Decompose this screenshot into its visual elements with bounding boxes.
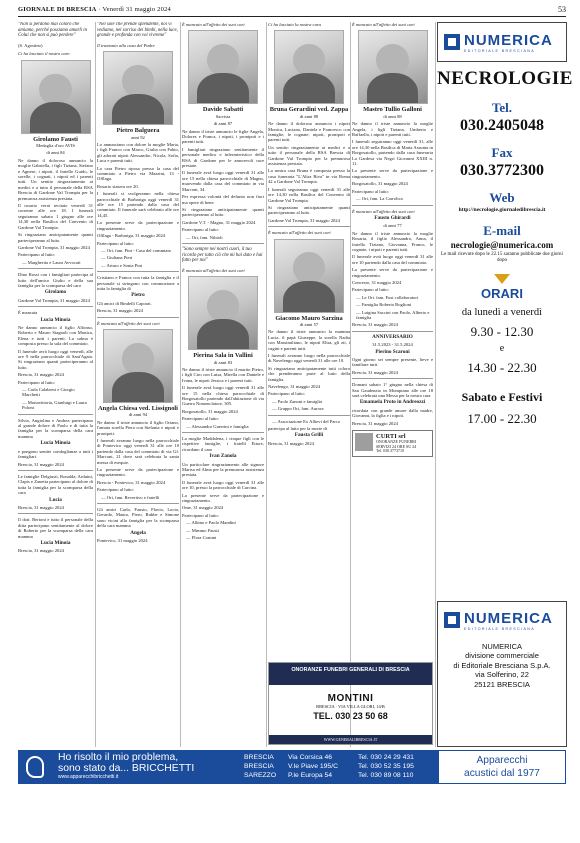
store-city: SAREZZO <box>244 772 277 780</box>
deceased-name: Pietro Balguera <box>116 127 160 135</box>
deceased-age: di anni 88 <box>383 113 402 119</box>
portrait-photo <box>274 239 344 313</box>
obituary-text: La presente serve da partecipazione e ringraziamento. <box>97 220 179 231</box>
obituary-text: Domani sabato 1° giugno nella chiesa di San Gaudenzio in Mompiano alle ore 18 sarà celebrata una Messa per la nostra cara <box>352 382 433 399</box>
divider <box>18 306 93 307</box>
obituary-text: Ne danno il doloroso annuncio i nipoti Monica, Luciano, Daniela e Francesco con famiglie, le cognate, nipoti, pronipoti e parenti tutti. <box>268 121 350 143</box>
column-divider <box>266 22 267 747</box>
slogan-line: Ho risolto il mio problema, <box>58 752 179 763</box>
deceased-age: di anni 84 <box>46 150 65 156</box>
divider <box>97 317 179 318</box>
obituary-place: Ome, 31 maggio 2024 <box>182 505 224 511</box>
participant: — Luigina Saccini con Paolo, Alberto e famiglia <box>356 309 430 320</box>
montini-address: BRESCIA · VIA VILLA GLORI, 14/B <box>316 704 385 709</box>
montini-phone: TEL. 030 23 50 68 <box>313 711 388 721</box>
hours-conjunction: e <box>499 343 505 354</box>
participation-label: Partecipano al lutto: <box>352 287 389 293</box>
claim-line: Apparecchi <box>476 755 528 766</box>
obituary-place: Borgosatollo, 31 maggio 2024 <box>352 181 408 187</box>
participation-label: Partecipano al lutto: <box>352 188 389 194</box>
deceased-name: Lucia Minoia <box>40 440 71 447</box>
participant: — Ori, fam. La Carrolica <box>356 196 403 202</box>
deceased-age: di anni 94 <box>128 412 148 418</box>
obituary-text: Ne danno annuncio il figlio Alfonso, Roberto e Mauro Stagnoli con Monica, Elena e tutti i parenti. La salma è composta presso la sala del commiato. <box>18 324 93 347</box>
obituary-text: Si ringraziano anticipatamente tutti coloro che prenderanno parte al lutto della famiglia. <box>268 365 350 382</box>
numerica-tagline: EDITORIALE BRESCIANA <box>464 626 536 631</box>
deceased-name: Angela <box>130 529 146 536</box>
obituary-text: Si ringraziano anticipatamente quanti parteciperanno al lutto. <box>268 204 350 216</box>
obituary-text: I funerali seguiranno oggi venerdì 31, alle ore 14,30 nella Basilica di Maria Assunta in Borgosatollo, partendo dalla casa funeraria La Gardesa via Negri Giovanni XXIII n. 11. <box>352 139 433 167</box>
banner-website: www.apparecchibricchetti.it <box>58 774 119 780</box>
store-phones <box>358 753 414 781</box>
address-line: di Editoriale Bresciana S.p.A. <box>453 660 551 670</box>
participant: — Mimmo Fausti <box>186 527 219 533</box>
weekend-label: Sabato e Festivi <box>461 390 543 404</box>
column-divider <box>180 22 181 747</box>
deceased-name: Lucia Minoia <box>40 316 71 323</box>
deceased-name: Lucia Minoia <box>40 539 71 546</box>
obituary-text: Ne danno il triste annuncio la moglie Angela, i figli Tiziana, Umberto e Raffaella, i nipoti e parenti tutti. <box>352 121 433 138</box>
participation-label: Partecipano al lutto: <box>18 379 55 385</box>
obituary-text: Un particolare ringraziamento alle signore Marisa ed Alma per la premurosa assistenza prestata. <box>182 461 264 478</box>
address-line: NUMERICA <box>481 642 522 651</box>
obituary-text: La presente serve da partecipazione e ringraziamento. <box>352 168 433 179</box>
participation-label: Partecipano al lutto: <box>268 391 305 397</box>
issue-date: Venerdì 31 maggio 2024 <box>102 6 171 13</box>
obituary-text: Ne danno il triste annuncio le figlie Angela, Dolores e Franca, i nipoti, i pronipoti e i parenti tutti. <box>182 128 264 145</box>
participant: — Ori, fam. Nibioli <box>186 234 223 240</box>
obituary-intro: È mancato all'affetto dei suoi cari <box>182 22 245 27</box>
obituary-text: Ogni giorno sei sempre presente, lieve e familiare tutti. <box>352 357 433 368</box>
hours-heading: ORARI <box>481 286 523 301</box>
deceased-name: Angela Chiesa ved. Lissignoli <box>98 404 178 412</box>
deceased-name: Lucia <box>49 496 62 503</box>
montini-banner: ONORANZE FUNEBRI GENERALI DI BRESCIA <box>269 663 432 685</box>
phone-label: Tel. <box>491 100 513 115</box>
obituary-text: Gli amici di Bindelli Caporai. <box>97 300 152 306</box>
obituary-text: La presente serve da partecipazione e ringraziamento. <box>182 492 264 504</box>
quote: "Non si perdono mai coloro che amiamo, perché possiamo amarli in Colui che non si può perdere" <box>18 22 87 39</box>
divider <box>352 205 433 206</box>
participant: — Gruppo Ori, fam. Aurora <box>272 406 324 412</box>
deceased-age: di anni 77 <box>383 223 402 229</box>
portrait-photo <box>103 329 173 403</box>
obituary-place: Gardone Val Trompia, 31 maggio 2024 <box>18 244 90 250</box>
deceased-age: anni 92 <box>131 134 145 140</box>
deceased-name: Fausta Grilli <box>294 432 324 439</box>
obituary-text: I funerali si svolgeranno nella chiesa parrocchiale di Barbariga oggi venerdì 31 alle ore 15 partendo dalla casa del commiato. Il funerale sarà celebrato alle ore 14,45. <box>97 191 179 218</box>
obituary-intro: È mancato all'affetto dei suoi cari <box>352 208 415 214</box>
deceased-age: di anni 87 <box>213 121 233 127</box>
portrait-photo <box>21 60 91 134</box>
phone-number: 030.2405048 <box>460 117 544 134</box>
obituary-text: Il rosario verrà recitato venerdì 31 corrente alle ore 18. I funerali seguiranno sabato 1 giugno alle ore 14,30 nella Basilica del Convento di Gardone Val Trompia. <box>18 203 93 230</box>
numerica-logo <box>438 602 566 638</box>
deceased-name: Ivan Zanola <box>209 453 237 460</box>
deceased-name: Pietro <box>131 292 145 299</box>
address-line: divisione commerciale <box>465 651 539 661</box>
obituary-text: Per espressa volontà del defunto non fiori ma opere di bene. <box>182 194 264 205</box>
obituary-column-3 <box>182 22 264 747</box>
quote: "Nel sole che prende splendente, noi vi vediamo, nel sorriso dei bimbi, nella luce, grande e profonda con voi vivremo" <box>97 22 178 39</box>
obituary-text: Cristiano e Franca con tutta la famiglia e il personale si stringono con commozione a tutta la famiglia di <box>97 275 179 291</box>
divider <box>18 513 93 514</box>
obituary-column-2 <box>97 22 179 747</box>
portrait-photo <box>274 30 344 104</box>
divider <box>182 243 264 244</box>
participant: — Giuliana Pieri <box>101 255 133 261</box>
participant: — Ori, fam. Revertivo e fratelli <box>101 494 160 500</box>
obituary-place: Gardone Val Trompia, 31 maggio 2024 <box>268 217 340 223</box>
obituary-text: Le famiglie Delgiusti, Ronalda, Arduini, Clapis e Zanetta partecipano al dolore di tutta la famiglia per la scomparsa della cara <box>18 473 93 496</box>
afternoon-hours: 14.30 - 22.30 <box>467 360 537 375</box>
montini-name: MONTINI <box>327 693 374 704</box>
obituary-place: Brescia, 31 maggio 2024 <box>352 369 398 375</box>
email-address: necrologie@numerica.com <box>450 240 554 250</box>
claim-line: acustici dal 1977 <box>464 767 540 779</box>
obituary-place: Brescia, 31 maggio 2024 <box>18 504 64 510</box>
obituary-intro: È mancata all'affetto dei suoi cari <box>182 267 245 273</box>
divider <box>97 503 179 504</box>
banner-slogan <box>58 752 194 774</box>
numerica-contact-advert <box>437 601 567 747</box>
obituary-place: Brescia, 31 maggio 2024 <box>352 322 398 328</box>
obituary-place: Navelengo, 31 maggio 2024 <box>268 384 321 389</box>
obituary-text: La presente serve da partecipazione e ringraziamento. <box>352 267 433 278</box>
numerica-logo <box>437 22 567 62</box>
obituary-text: e pongono sentite condoglianze a tutti i famigliari. <box>18 448 93 460</box>
column-divider <box>95 22 96 747</box>
divider <box>18 268 93 269</box>
obituary-text: Ne danno il triste annuncio la moglie Rosaria, il figlio Alessandro, Anna, il fratello Tiziano, Giovanna, Franco, le cognate, i nipoti e parenti tutti. <box>352 230 433 252</box>
divider <box>352 378 433 379</box>
bricchetti-banner <box>18 750 566 784</box>
obituary-text: La cara Pietro riposa presso la casa del commiato a Pietro via Mazzini, 13 - Offlaga. <box>97 165 179 182</box>
divider <box>182 432 264 433</box>
obituary-column-4 <box>268 22 350 658</box>
obituary-column-5 <box>352 22 433 658</box>
obituary-column-1 <box>18 22 93 747</box>
page-number: 53 <box>558 5 566 14</box>
deceased-title: Sacrista <box>215 113 231 119</box>
obituary-place: Offlaga - Barbariga, 31 maggio 2024 <box>97 233 166 239</box>
obituary-text: I famigliari ringraziano sentitamente il personale medico e infermieristico della RSA di Gardone per le amorevoli cure prestate. <box>182 146 264 169</box>
obituary-text: Si ringraziano anticipatamente quanti parteciperanno al lutto. <box>182 206 264 218</box>
portrait-photo <box>103 51 173 125</box>
obituary-text: La nostra cara Bruna è composta presso la casa funeraria "L'Altra Riva" in via Roma 42 a Gardone Val Trompia. <box>268 168 350 185</box>
obituary-intro: È mancata all'affetto dei suoi cari <box>97 320 160 326</box>
store-addresses <box>288 753 338 781</box>
obituary-place: Borgosatollo, 31 maggio 2024 <box>182 408 238 414</box>
obituary-text: Gli amici Carlo, Fausto, Flavio, Lucia, Gerardo, Mauro, Piero, Rubbe e Simone sono vicini alla famiglia per la scomparsa della cara mamma <box>97 507 179 529</box>
email-note: Le mail ricevute dopo le 22.15 saranno pubblicate due giorni dopo <box>441 252 563 263</box>
obituary-text: I funerali avranno luogo nella parrocchiale di Navelengo oggi venerdì 31 alle ore 10. <box>268 352 350 364</box>
obituary-text: Ne danno il triste annuncio il marito Pietro, i figli Ciro con Luisa, Mirella con Daniele e Ivana, le nipoti Jessica e i parenti tutti. <box>182 366 264 383</box>
anniversary-heading: ANNIVERSARIO <box>372 333 413 340</box>
quote-signature: (S. Agostino) <box>18 42 43 48</box>
obituary-place: Gardone V.T. - Magno, 31 maggio 2024 <box>182 219 256 225</box>
obituary-text: Il funerale avrà luogo oggi venerdì 31 alle ore 10, presso la parrocchiale di Carcina. <box>182 479 264 491</box>
store-city: BRESCIA <box>244 763 274 771</box>
curti-line: ONORANZE FUNEBRI <box>376 439 417 445</box>
obituary-text: La presente serve da partecipazione e ringraziamento. <box>97 467 179 478</box>
obituary-text: Ne danno il triste annuncio la mamma Lucia, il papà Giuseppe, la sorella Nadia con Massimiliano, le nipoti Elisa, gli zii, i cugini e parenti tutti. <box>268 329 350 351</box>
participant: — Albino e Paolo Mandini <box>186 520 236 526</box>
slogan-line: sono stato da... BRICCHETTI <box>58 763 195 774</box>
divider <box>268 415 350 416</box>
obituary-intro: Ci ha lasciato il nostro caro <box>18 51 70 57</box>
store-address: P.le Europa 54 <box>288 772 333 780</box>
deceased-name: Davide Sabatti <box>202 106 244 114</box>
obituary-intro: È mancato all'affetto dei suoi cari <box>352 22 415 27</box>
obituary-intro: È mancata <box>18 310 38 316</box>
obituary-place: Brescia, 31 maggio 2024 <box>268 440 314 446</box>
quote: "Sono sempre nei nostri cuori, il tuo ricordo per tutto ciò che mi hai dato e hai fatto per noi" <box>182 246 263 264</box>
deceased-name: Pierina Sala in Vallini <box>193 352 253 360</box>
obituary-text: Dino Rossi con i famigliari partecipa al lutto dell'amico Giulio e della sua famiglia per la scomparsa del caro <box>18 272 93 288</box>
obituary-intro: Ci ha lasciato la nostra cara <box>268 22 321 27</box>
deceased-age: di anni 88 <box>299 113 319 119</box>
fax-number: 030.3772300 <box>460 162 544 179</box>
portrait-photo <box>358 30 428 104</box>
obituary-intro: Il tramonto alla casa del Padre <box>97 42 155 48</box>
weekend-hours: 17.00 - 22.30 <box>467 411 537 426</box>
address-line: 25121 BRESCIA <box>474 679 530 689</box>
banner-claim <box>438 750 566 784</box>
deceased-name: Mastro Tullio Galloni <box>363 106 422 114</box>
necrologie-title: NECROLOGIE <box>437 68 573 89</box>
obituary-place: Brescia, 31 maggio 2024 <box>18 461 64 467</box>
obituary-place: Brescia, 31 maggio 2024 <box>97 308 143 314</box>
deceased-name: Giacomo Mauro Sarzina <box>275 314 343 322</box>
portrait-photo <box>188 30 258 104</box>
obituary-place: Gardone Val Trompia, 31 maggio 2024 <box>18 297 90 303</box>
divider <box>18 414 93 415</box>
ear-icon <box>26 756 44 778</box>
store-phone: Tel. 030 89 08 110 <box>358 772 414 780</box>
participant: — Famiglia Roberto Boglioni <box>356 302 412 308</box>
curti-name: CURTI srl <box>376 433 406 441</box>
obituary-intro: È mancato all'affetto dei suoi cari <box>268 230 331 236</box>
header-left: GIORNALE DI BRESCIA · Venerdì 31 maggio 2024 <box>18 6 171 13</box>
obituary-text: Un sentito ringraziamento ai medici e a tutto il personale della RSA Brescia di Gardone Val Trompia per la premurosa assistenza prestata. <box>268 144 350 167</box>
deceased-name: Pierino Scaroni <box>375 348 410 355</box>
curti-advert <box>352 430 433 457</box>
divider <box>97 271 179 272</box>
deceased-name: Emanuela Proto in Andreozzi <box>359 399 426 406</box>
participant: — Paolo Zanoni e famiglia <box>272 398 323 404</box>
store-address: Via Corsica 46 <box>288 754 333 761</box>
deceased-name: Girolamo Fausti <box>33 135 78 143</box>
divider <box>268 226 350 227</box>
numerica-mark-icon <box>444 612 460 628</box>
montini-web: WWW.GENERALIBRESCIA.IT <box>269 735 432 744</box>
store-cities <box>244 753 276 781</box>
montini-advert <box>268 662 433 745</box>
obituary-text: Il funerale avrà luogo oggi venerdì 31 alle ore 15 nella chiesa parrocchiale di Borgosatollo partendo dall'abitazione di via Guerra Nomenclatore, 305. <box>182 385 264 407</box>
morning-hours: 9.30 - 12.30 <box>470 324 534 339</box>
address-line: via Solferino, 22 <box>475 670 529 680</box>
deceased-age: di anni 57 <box>299 321 319 327</box>
obituary-place: Brescia, 31 maggio 2024 <box>18 372 64 378</box>
column-divider <box>435 22 436 747</box>
participant: — Margherita e Laura Avvocati <box>22 259 81 265</box>
divider <box>352 331 433 332</box>
deceased-name: Fausto Ghirardi <box>374 214 411 221</box>
obituary-text: Rosario stasera ore 20. <box>97 183 139 189</box>
obituary-text: Lo annunciano con dolore la moglie Maria, i figli Franco con Marco, Giulia con Fabio, gli adorati nipoti Alessandro, Nicola, Sofia, Luca e parenti tutti. <box>97 142 179 164</box>
curti-text <box>376 433 416 454</box>
obituary-text: Il funerale avrà luogo oggi venerdì 31 alle ore 10 partendo dalla casa del commiato. <box>352 254 433 265</box>
obituary-text: Ne danno il doloroso annuncio la moglie Gabriella, i figli Tiziana, Stefano e Agnese, i nipoti, il fratello Guido, le sorelle, i cognati, i nipoti ed i parenti tutti. Un sentito ringraziamento ai medici e a tutto il personale della RSA Brescia di Gardone Val Trompia per la premurosa assistenza prestata. <box>18 157 93 201</box>
store-phone: Tel. 030 52 35 195 <box>358 763 414 771</box>
fax-label: Fax <box>491 145 513 160</box>
deceased-age: di anni 83 <box>213 359 233 365</box>
numerica-wordmark: NUMERICA <box>464 31 553 49</box>
participation-label: Partecipano al lutto: <box>182 227 219 233</box>
obituary-text: partecipa al lutto per la morte di <box>268 426 327 432</box>
arrow-down-icon <box>489 274 515 284</box>
obituary-text: I funerali seguiranno oggi venerdì 31 alle ore 14,30 nella Basilica del Convento di Gardone Val Trompia. <box>268 186 350 203</box>
deceased-title: Medaglia d'oro AVIS <box>36 143 75 148</box>
column-divider <box>350 22 351 747</box>
web-label: Web <box>489 190 515 205</box>
email-label: E-mail <box>483 223 521 238</box>
participant: — Mariavittoria, Gianluigi e Laura Poloni <box>22 399 87 411</box>
participant: — Ori, fam. Pini - Casa del commiato <box>101 247 172 253</box>
divider <box>18 470 93 471</box>
paper-name: GIORNALE DI BRESCIA <box>18 6 97 13</box>
participant: — Carla Calabresi e Giorgio Marchetti <box>22 387 75 398</box>
participation-label: Partecipano al lutto: <box>182 512 219 518</box>
obituary-text: Il funerale avrà luogo oggi venerdì, alle ore 9 nella parrocchiale di Sant'Agata. Si ringraziano quanti parteciperanno al lutto. <box>18 348 93 370</box>
deceased-name: Girolamo <box>44 289 67 296</box>
store-city: BRESCIA <box>244 754 274 761</box>
obituary-text: I funerali avranno luogo nella parrocchiale di Pontevico oggi venerdì 31 alle ore 10 partendo dalla casa del commiato di via Gf. Marconi, 21 dove sarà celebrata la santa messa di esequie. <box>97 438 179 465</box>
participation-label: Partecipano al lutto: <box>97 487 134 493</box>
participation-label: Partecipano al lutto: <box>97 240 134 246</box>
numerica-tagline: EDITORIALE BRESCIANA <box>464 48 536 53</box>
obituary-text: Il funerale avrà luogo oggi venerdì 31 alle ore 15 nella chiesa parrocchiale di Magno, muovendo dalla casa del commiato in via Marconi, 34. <box>182 170 264 192</box>
curti-phone: Tel. 030.3773710 <box>376 448 405 454</box>
curti-line: SERVIZI 24 ORE SU 24 <box>376 443 417 449</box>
numerica-address <box>438 642 566 689</box>
participant: — Le Ori. fam. Fusi collaboratori <box>356 294 419 300</box>
store-phone: Tel. 030 24 29 431 <box>358 754 414 761</box>
obituary-place: Concesio, 31 maggio 2024 <box>352 279 402 285</box>
obituary-text: Silvia, Angiolina e Andrea partecipano al grande dolore di Paolo e di tutta la famiglia per la scomparsa della cara mamma <box>18 417 93 439</box>
participant: — Associazione Ex Allievi del Parco <box>272 418 341 424</box>
store-address: V.le Piave 195/C <box>288 763 339 771</box>
obituary-text: Il dott. Bertoni e tutto il personale della ditta partecipano sentitamente al dolore di Roberto per la scomparsa della cara mamma <box>18 517 93 539</box>
obituary-text: Si ringraziano anticipatamente quanti parteciperanno al lutto. <box>18 232 93 243</box>
obituary-place: Pontevico, 31 maggio 2024 <box>97 538 148 544</box>
obituary-text: ricordata con grande amore dalla madre, Giovanni, la figlia e i nipoti. <box>352 407 433 419</box>
web-url: http://necrologie.giornaledibrescia.it <box>458 207 546 213</box>
curti-logo <box>355 433 373 451</box>
obituary-place: Brescia - Pontevico, 31 maggio 2024 <box>97 479 166 485</box>
deceased-name: Bruna Gerardini ved. Zappa <box>269 106 349 114</box>
numerica-mark-icon <box>444 34 460 50</box>
obituary-place: Brescia, 31 maggio 2024 <box>18 548 64 554</box>
portrait-photo <box>188 276 258 350</box>
participation-label: Partecipano al lutto: <box>18 252 55 258</box>
numerica-wordmark: NUMERICA <box>464 609 553 627</box>
participant: — Flora Comini <box>186 535 217 541</box>
obituary-text: Ne danno il triste annuncio il figlio Oriano, l'amata sorella Piera con Stefania e nipoti e pronipoti. <box>97 419 179 436</box>
participation-label: Partecipano al lutto: <box>182 416 219 422</box>
weekdays-label: da lunedì a venerdì <box>461 307 543 318</box>
obituary-text: La moglie Maddalena, i cinque figli con le rispettive famiglie, i fratelli Ettore, ricordano il caro <box>182 436 264 452</box>
obituary-place: Brescia, 31 maggio 2024 <box>352 420 398 426</box>
participant: — Alessandro Guerrini e famiglia <box>186 423 249 429</box>
page-header <box>18 5 566 17</box>
participant: — Arturo e Sonia Pini <box>101 262 143 268</box>
anniversary-dates: 31.5.2023 - 31.5.2024 <box>372 342 413 348</box>
